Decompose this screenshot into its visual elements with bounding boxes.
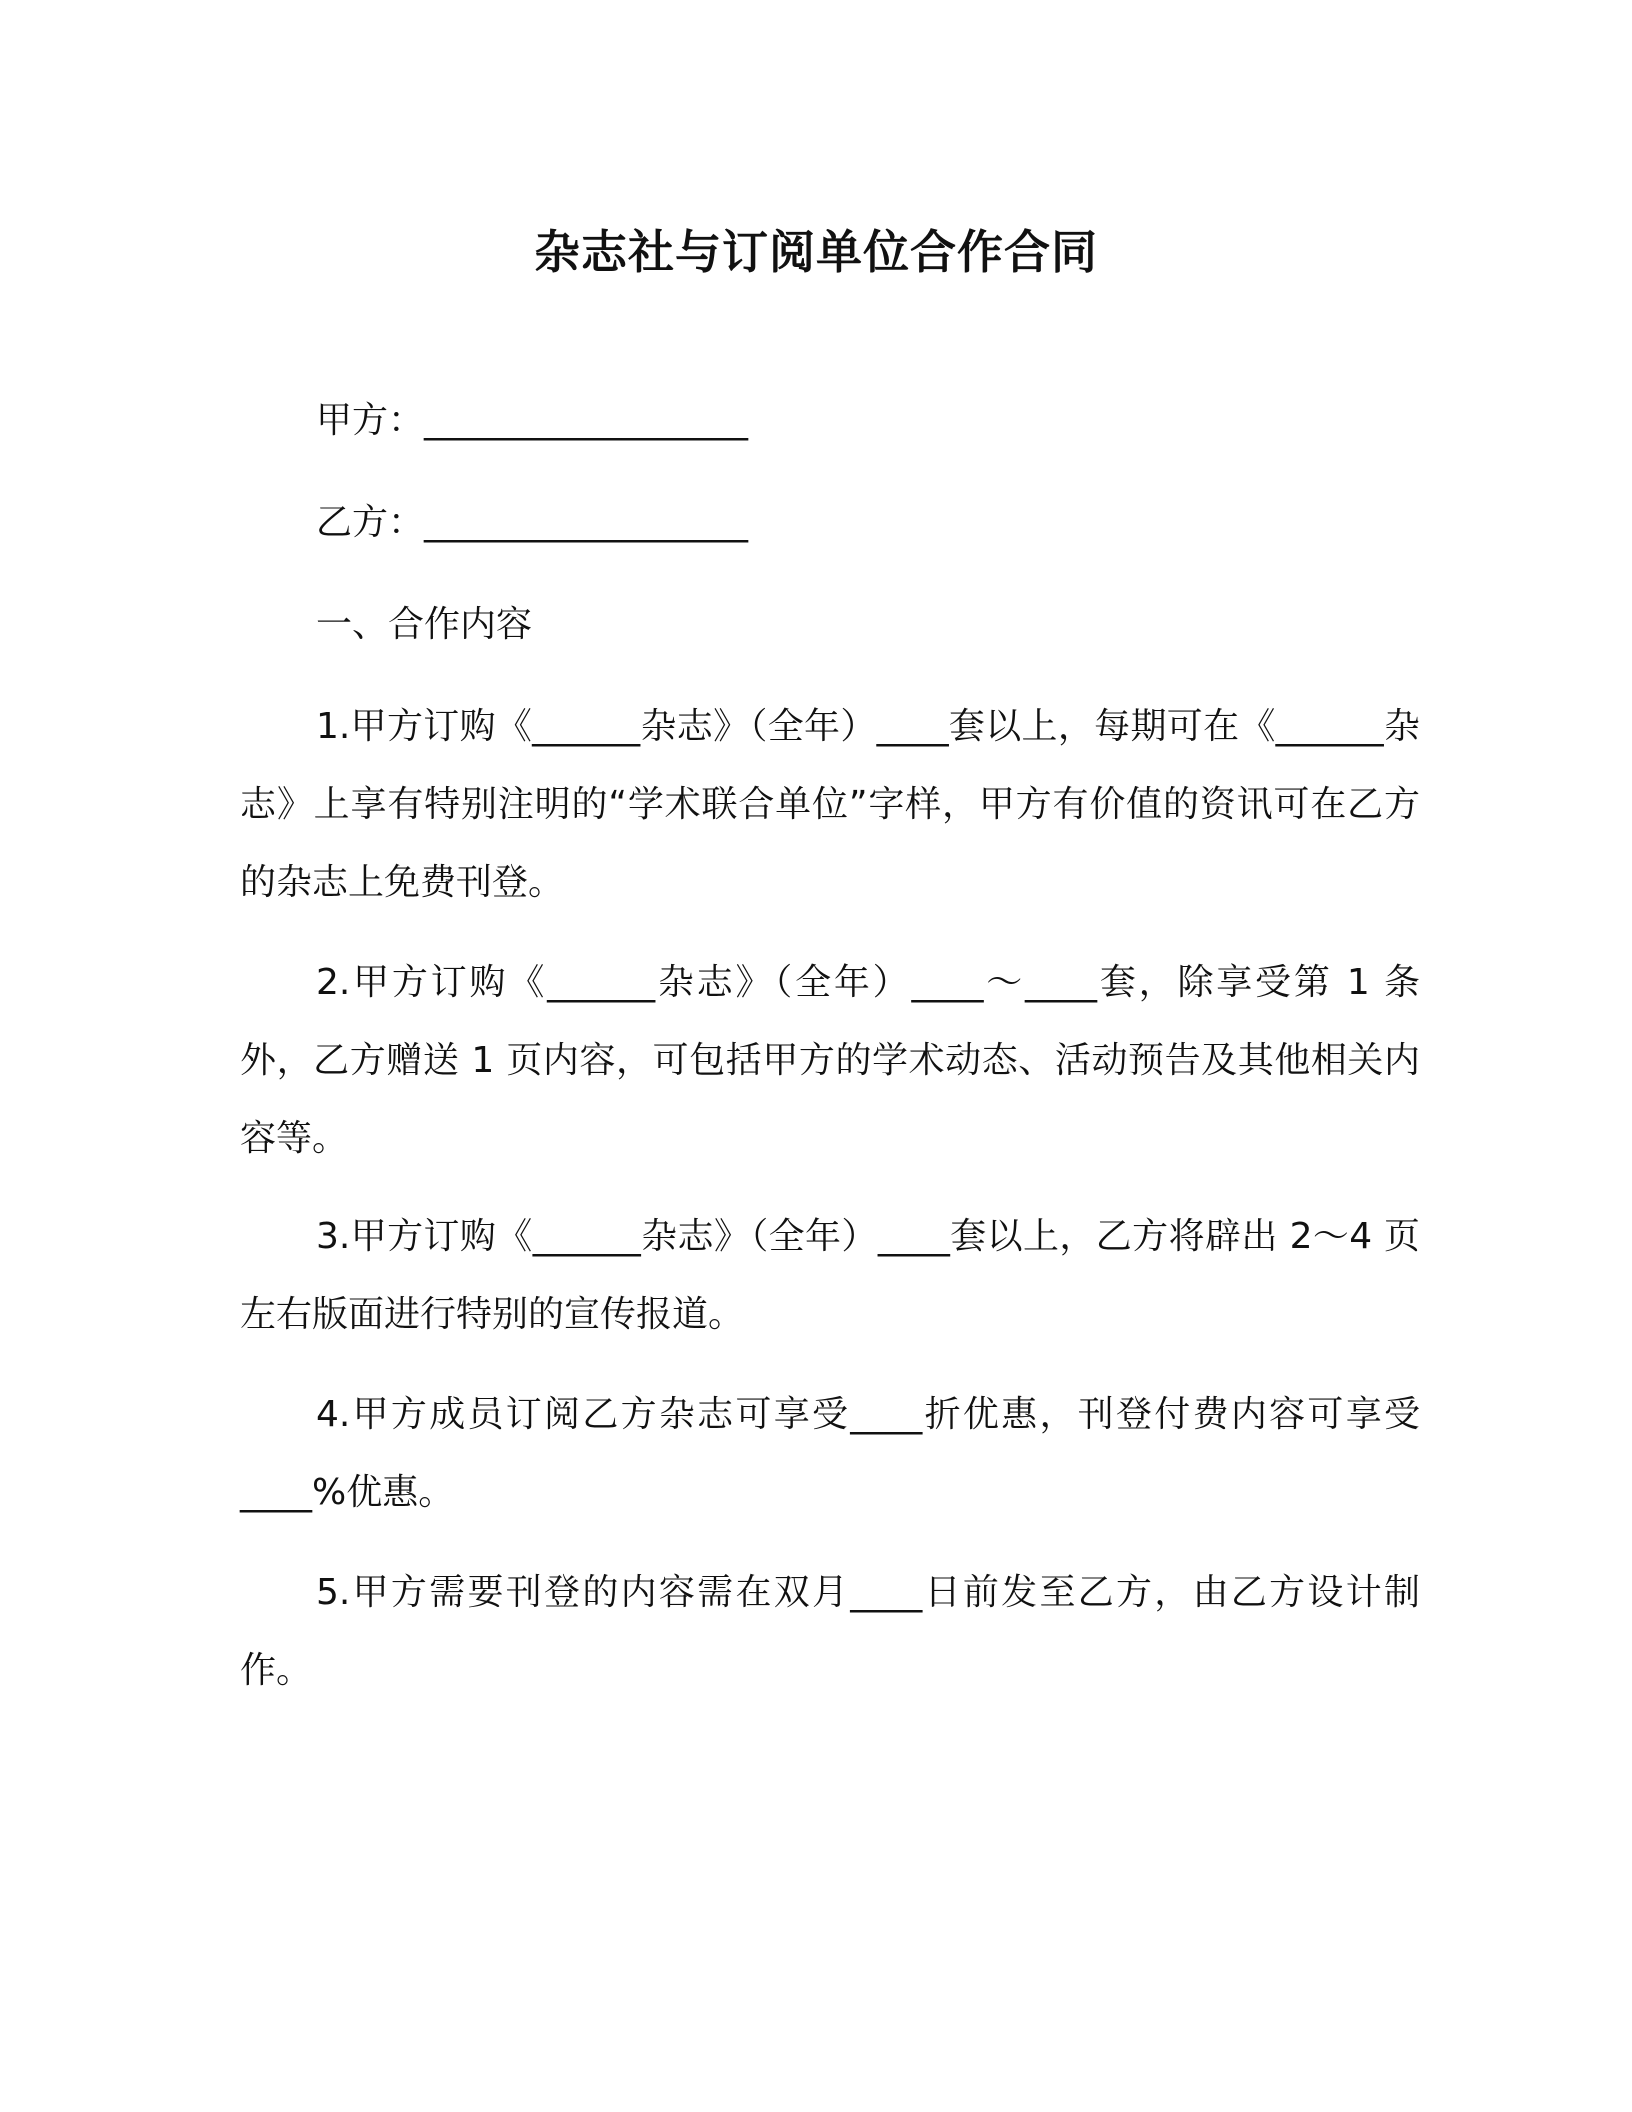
party-b-line — [240, 484, 1420, 562]
clause-1: 1.甲方订购《______杂志》（全年）____套以上，每期可在《______杂志》上享有特别注明的“学术联合单位”字样，甲方有价值的资讯可在乙方的杂志上免费刊登。 — [240, 706, 1420, 903]
document-title: 杂志社与订阅单位合作合同 — [534, 225, 1098, 279]
clause-5: 5.甲方需要刊登的内容需在双月____日前发至乙方，由乙方设计制作。 — [240, 1572, 1420, 1691]
clause-4: 4.甲方成员订阅乙方杂志可享受____折优惠，刊登付费内容可享受____%优惠。 — [240, 1394, 1420, 1513]
party-a-field: 甲方：__________________ — [316, 400, 749, 441]
clause-3: 3.甲方订购《______杂志》（全年）____套以上，乙方将辟出 2～4 页左右版面进行特别的宣传报道。 — [240, 1216, 1420, 1335]
clause-2: 2.甲方订购《______杂志》（全年）____～____套，除享受第 1 条外，乙方赠送 1 页内容，可包括甲方的学术动态、活动预告及其他相关内容等。 — [240, 962, 1420, 1159]
section-heading-line — [240, 586, 1420, 664]
section-1-heading: 一、合作内容 — [316, 604, 533, 645]
party-b-field: 乙方：__________________ — [316, 502, 749, 543]
party-a-line — [240, 382, 1420, 460]
